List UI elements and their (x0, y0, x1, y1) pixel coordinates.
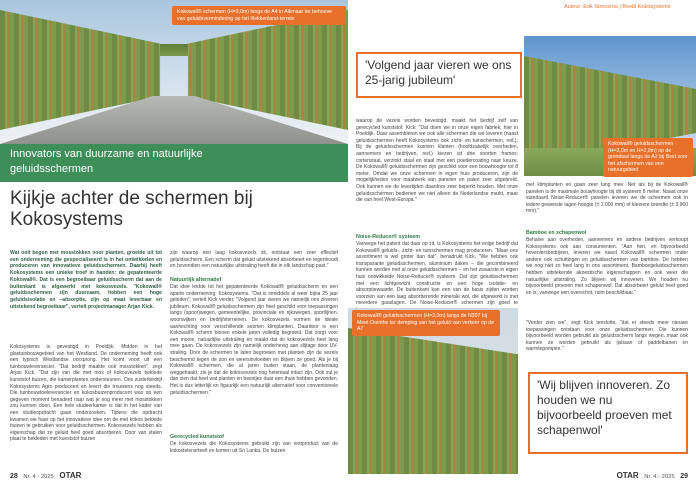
right-footer (617, 471, 688, 480)
right-page (348, 0, 696, 490)
page-title: Kijkje achter de schermen bij Kokosystems (10, 188, 253, 230)
pull-quote-2-text: 'Wij blijven innoveren. Zo houden we nu bijvoorbeeld proeven met schapenwol' (537, 378, 672, 437)
magazine-logo: OTAR (59, 471, 82, 480)
page-number-right: 29 (680, 473, 688, 480)
body-column-4b: Behalve aan overheden, aannemers en andere bedrijven verkoopt Kokosystems ook aan consumenten. "Aan hen, en bijvoorbeeld hoveniersbedrijven, leveren we naast Kokowall® schermen onder andere ook schuttingen en geluidsschermen van bamboe. De hebben we nog niet zo heel lang in ons assortiment. Bamboegeluidsschermen hebben uitstekende akoestische eigenschappen en ook weer die natuurlijke uitstraling. Zo blijven wij innoveren. We houden nu bijvoorbeeld proeven met schapenwol. Dat absorbeert geluid heel goed en is, vanwege een overschot, ruim beschikbaar." (526, 237, 688, 296)
page-number: 28 (10, 473, 18, 480)
subheading-noise-reducer: Noise-Reducer® systeem (356, 234, 420, 240)
author-line: Auteur: Erik Stroosma | Beeld Kokosystems (564, 4, 671, 10)
body-column-4a: met klimplanten en gaan zeer lang mee. Net als bij de Kokowall® panelen is de maximale bouwhoogte bij dit systeem 8 meter. Naast onze standaard Noise-Reducer® panelen leveren we de schermen ook in iedere gewenste lagen hoogte (± 2.000 mm) of kleinere breedte (± 3.960 mm)." (526, 182, 688, 215)
subheading-gerecycled: Gerecycled kunststof (170, 434, 224, 440)
photo-caption-top: Kokowall® geluidsschermen (H=3,0m en H=2,0m) op de grondwal langs de A2 bij Best voor het afschermen van een natuurgebied (603, 138, 693, 177)
banner-text: Innovators van duurzame en natuurlijke geluidsschermen (10, 148, 203, 175)
pull-quote-1 (356, 52, 522, 98)
body-column-3b: Vanwege het patent dat daar op zit, is Kokosystems het enige bedrijf dat Kokowall® geluids-, zicht- en tuinschermen mag produceren. "Maar ons assortiment is wel groter dan dat", benadrukt Kick. "We hebben ook transparante geluidsschermen, aluminium daken – die gecombineerd kunnen worden met al onze geluidsschermen – en het zwaarste in eigen huis ontwikkelde Noise-Reducer® systeem. Dat zijn geluidsschermen met een lichtgewicht constructie en een hoge isolatie- en absorptiewaarde. De buitenkant kan een van de basis zijden worden voorzien van een laag absorberende minerale wol, die afgewerkt is met meerdere gaaslagen. De Noise-Reducer® schermen zijn goed te (356, 241, 518, 307)
body-column-2b: Dat idee leidde tot het gepatenteerde Kokowall® geluidsscherm en een aparte onderneming: Kokosystems. "Dat is inmiddels al weer bijna 25 jaar geleden", vertelt Kick verder. "Volgend jaar vieren we namelijk ons zilveren jubileum. Kokowall® geluidsschermen zijn heel geschikt voor toepassingen langs (spoor)wegen, gemeentelijke, provinciale en rijkswegen, sportlijnen, woonwijken en bedrijfsterreinen. De kokosvezels vormen de ideale aanhechting voor verschillende soorten klimplanten. Daardoor is een Kokowall® scherm binnen enkele jaren volledig begroeid. Dat zorgt voor een mooie, natuurlijke uitstraling en maakt dat de kokosvezels heel lang mee gaan. De kokosvezels zijn namelijk onderhevig aan slijtage door UV-straling. Door de schermen te laten begroeien met planten zijn de vezels beschermd tegen de zon en weersinvloeden en blijven ze goed. Als je bij Kokowall® schermen, die al jaren buiten staan, de plantenlaag weggehaald, zie je dat de kokosvezels nog helemaal intact zijn. Ook zul je dan zien dat heel wat planten en beestjes daar een thuis hebben gevonden. Het is dus letterlijk en figuurlijk een natuurlijk alternatief voor conventionele geluidsschermen." (170, 284, 338, 396)
body-column-3a: waarop de vezels worden bevestigd, maakt het bedrijf zelf van gerecycled kunststof. Kick: "Dat doen we in onze eigen fabriek, hier in Poeldijk. Daar assembleren we ook alle schermen die we leveren (naast geluidsschermen heeft Kokosystems ook zicht- en tuinschermen, red.). Bij de geluidsschermen kunnen klanten (hoofdzakelijk overheden, aannemers en bedrijven, red.) kiezen uit drie soorten frames: cortenstaal, verzinkt staal en staal met een poedercoating naar keuze. De Kokowall® geluidsschermen zijn geschikt voor een bouwhoogte tot 8 meter. Omdat we onze schermen in eigen huis produceren, zijn de mogelijkheden voor maatwerk van panelen en palen zeer uitgebreid. Ook kunnen we de levertijden daardoor zeer beperkt houden. Met onze geluidsschermen bedienen we niet alleen de Nederlandse markt, maar die van heel West-Europa." (356, 118, 518, 204)
body-column-2c: De kokosvezels die Kokosystems gebruikt zijn van restproduct van de kokostelensrteelt en komen uit Sri Lanka. De buizen (170, 441, 338, 454)
subheading-natuurlijk: Natuurlijk alternatief (170, 277, 222, 283)
left-footer (10, 471, 81, 480)
pull-quote-1-text: 'Volgend jaar vieren we ons 25-jarig jubileum' (365, 58, 512, 87)
body-column-2a: zijn waarop een laag kokosvezels zit, ontstaat een zeer effectief geluidsscherm. Een scherm dat geluid uitstekend absorbeert en tegenhoudt en bovendien een natuurlijke uitstraling heeft die in elk landschap past." (170, 250, 338, 270)
body-column-1: Kokosystems is gevestigd in Poeldijk. Midden in het glastuinbouwgebied van het Westland. De onderneming heeft ook een typisch Westlandse oorsprong. Het komt voort uit een tuinbouwleverancier. "Dat bedrijf maakte ook mosstokken", zegt Arjan Kick. "Dat zijn van die met mos of kokosvezels beklede kunststof buizen, die kamerplanten ondersteunen. Ons zusterbedrijf Kokosystems Agro produceert en levert die trouwens nog steeds. Die tuinbouwtoeleverancier en kokosbuizenproducent was op een gegeven moment benaderd naar wat je nog meer met mosstokken zou kunnen doen. Een hele studeerkamer is dat in het kader van een studieopdracht gaan onderzoeken. Tijdens die opdracht kwamen we haar op het innovatieve idee om de met kokos beklede buizen te gebruiken voor geluidsschermen. Kokosvezels hebben als eigenschap dat ze geluid heel goed absorberen. Door van stalen plaat te bekleden met kunststof buizen (10, 344, 162, 443)
intro-text: Wat ooit begon met mosstokken voor planten, groeide uit tot een onderneming die gespecialiseerd is in het ontwikkelen en produceren van innovatieve geluidsschermen. Daarbij heeft Kokosystems een unieke troef in handen: de gepatenteerde Kokowall®. Dat is een begroeibaar geluidsscherm dat aan de buitenkant is afgewerkt met kokosvezels. "Kokowall® geluidsschermen zijn duurzaam, hebben een hoge geluidsisolatie en –absorptie, zijn op maat leverbaar en uitstekend begroeibaar", vertelt projectmanager Arjan Kick. (10, 250, 162, 310)
subheading-bamboe: Bamboe en schapenwol (526, 230, 587, 236)
issue-label: Nr. 4 - 2025 (23, 474, 54, 480)
magazine-logo-right: OTAR (616, 471, 639, 480)
body-column-4c: "Verder zien we", zegt Kick tenslotte, "dat er steeds meer nieuwe toepassingen ontstaan voor onze geluidsschermen. Die kunnen bijvoorbeeld worden gebruikt als geluidsscherm langs wegen, maar ook kunnen ze worden gebruikt als ijsbaan of paddelbanen en warmtepompen." (526, 320, 688, 353)
photo-caption-mid: Kokowall® geluidsschermen (H=3,0m) langs de N307 bij Meet Drenthe ter demping van het geluid van verkeer op de A7 (352, 310, 500, 336)
photo-caption: Kokowall® schermen (H=3,0m) langs de A4 in Alkmaar ter behoeve van geluidsvermindering op het Rekkenland-terrein (172, 6, 346, 25)
issue-label-right: Nr. 4 - 2025 (644, 474, 675, 480)
pull-quote-2 (528, 372, 688, 454)
subtitle-banner (0, 144, 348, 182)
